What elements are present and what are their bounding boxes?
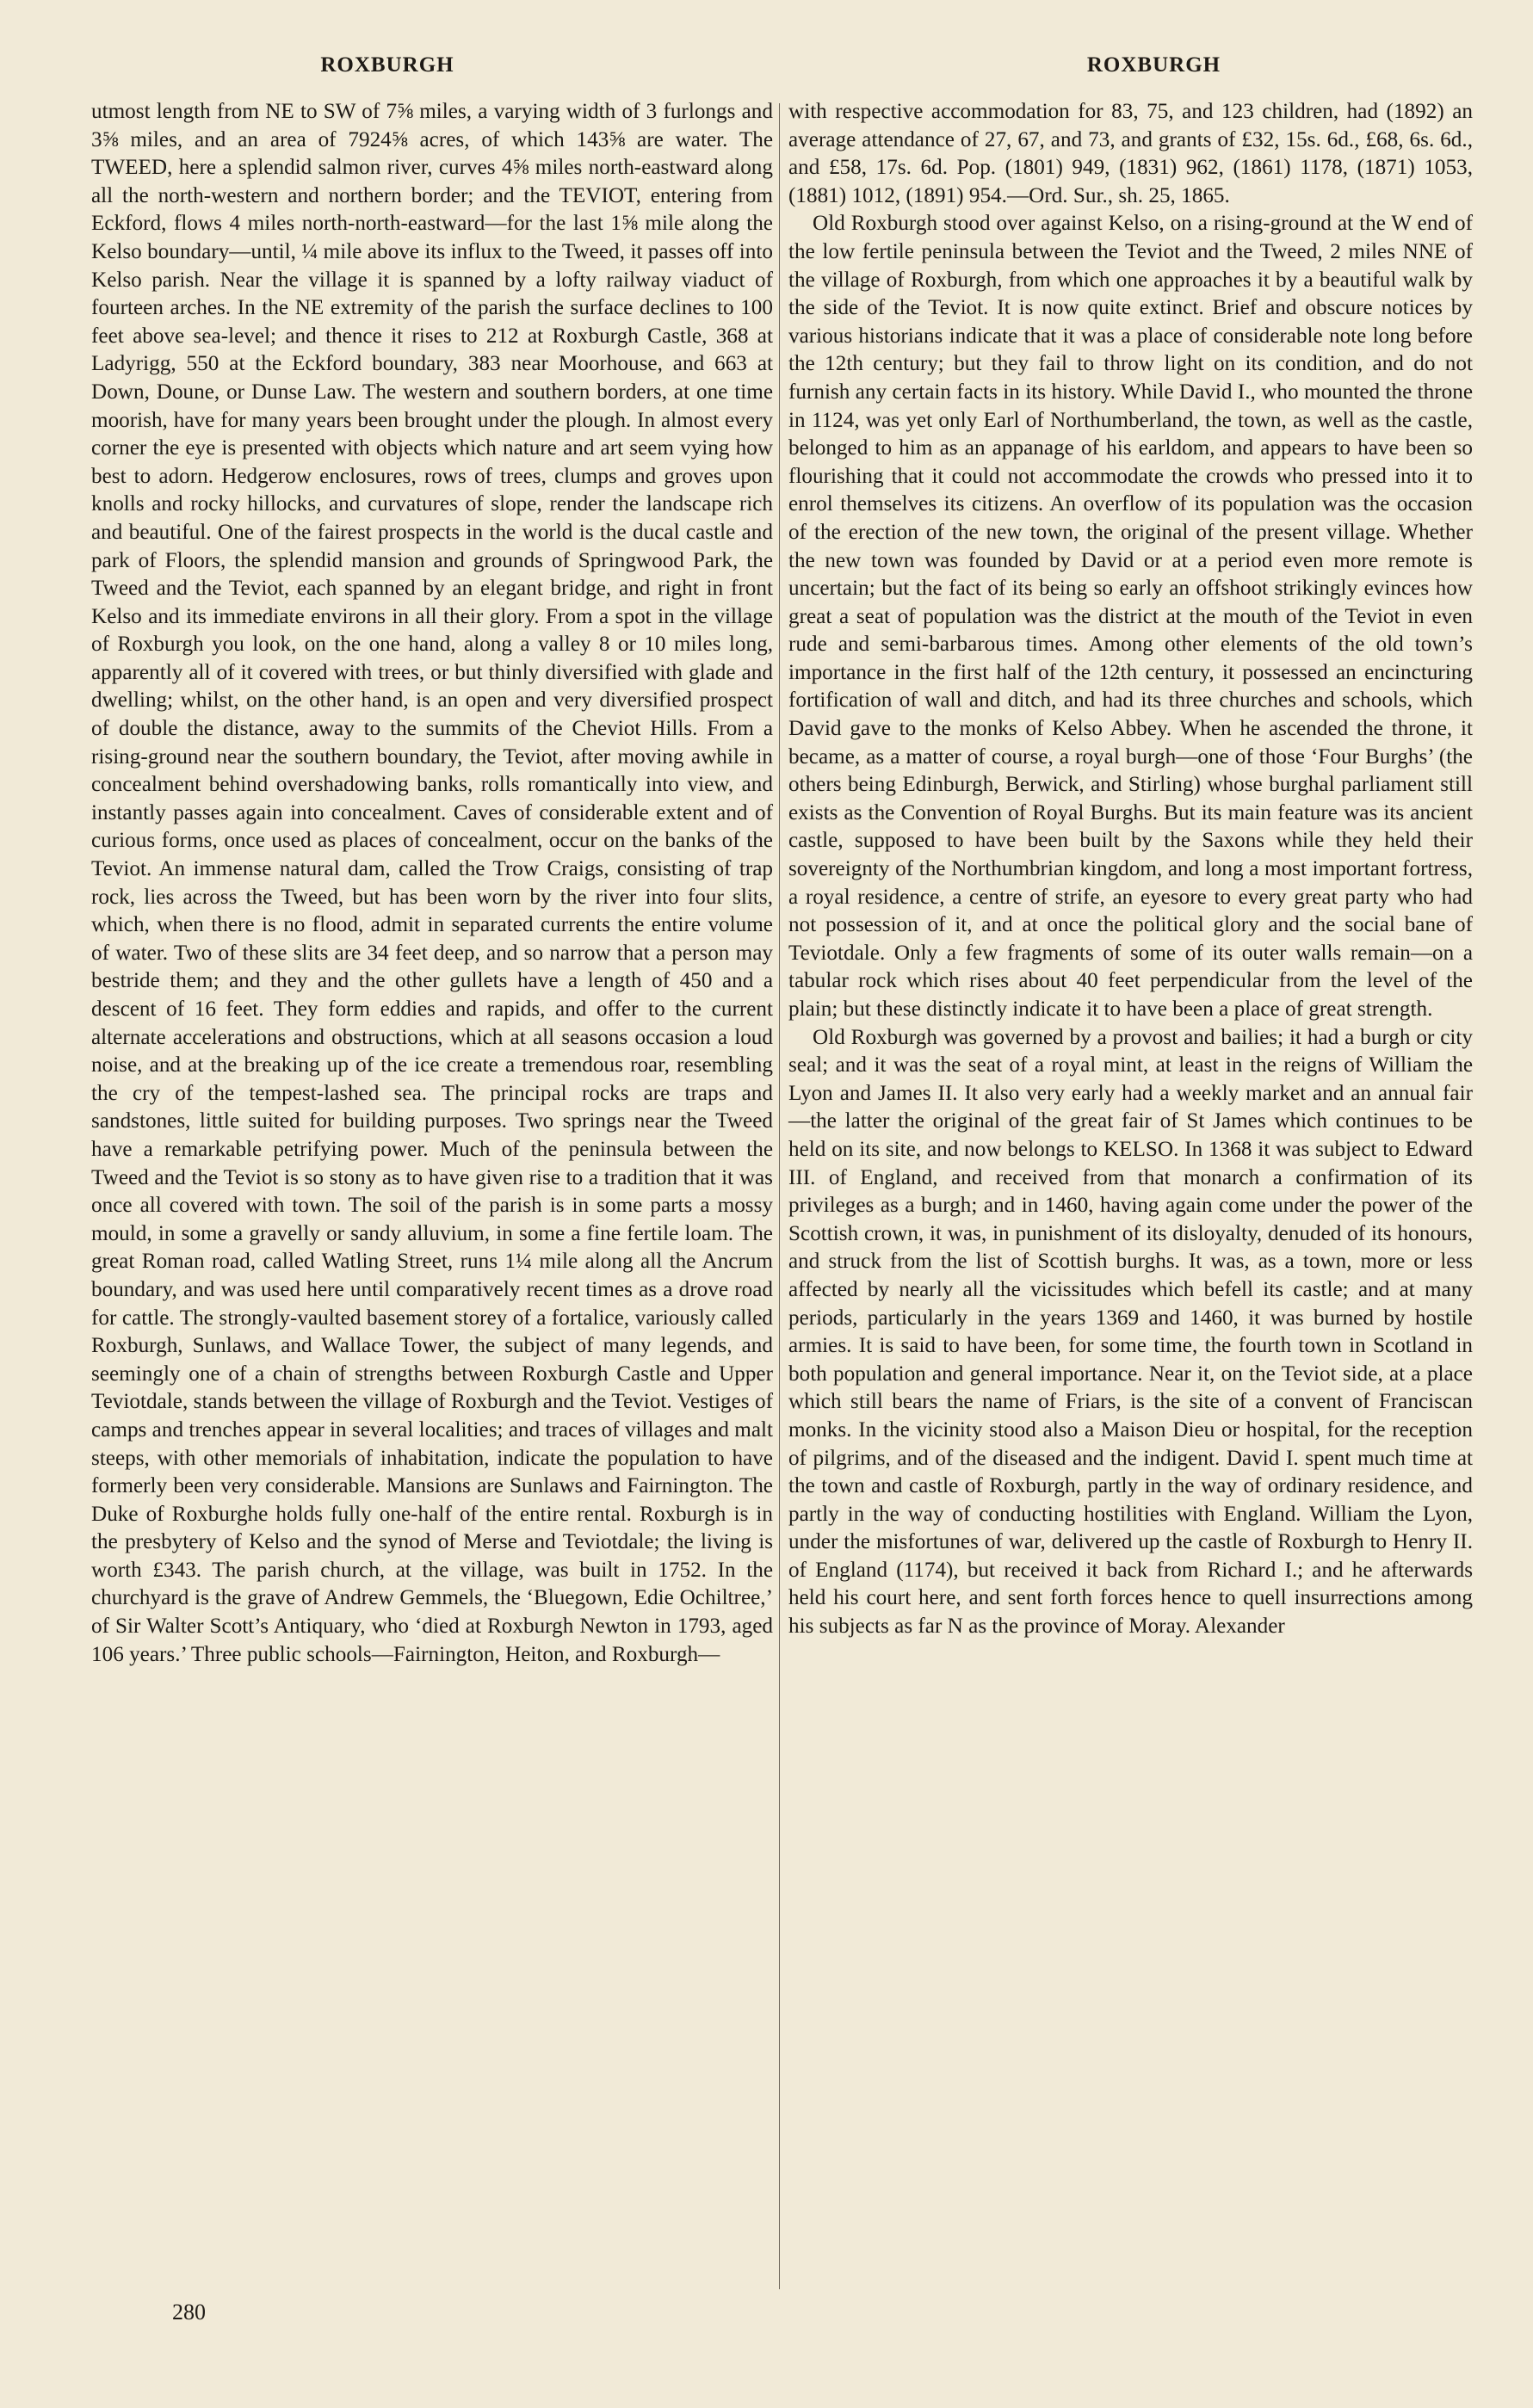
paragraph: Old Roxburgh was governed by a provost and bailies; it had a burgh or city seal; and it was the seat of a royal mint, at least in the reigns of William the Lyon and James II. It also very early had a weekly market and an annual fair—the latter the original of the great fair of St James which continues to be held on its site, and now belongs to KELSO. In 1368 it was subject to Edward III. of England, and received from that monarch a confirmation of its privileges as a burgh; and in 1460, having again come under the power of the Scottish crown, it was, in punishment of its disloyalty, denuded of its honours, and struck from the list of Scottish burghs. It was, as a town, more or less affected by nearly all the vicissitudes which befell its castle; and at many periods, particularly in the years 1369 and 1460, it was burned by hostile armies. It is said to have been, for some time, the fourth town in Scotland in both population and general importance. Near it, on the Teviot side, at a place which still bears the name of Friars, is the site of a convent of Franciscan monks. In the vicinity stood also a Maison Dieu or hospital, for the reception of pilgrims, and of the diseased and the indigent. David I. spent much time at the town and castle of Roxburgh, partly in the way of ordinary residence, and partly in the way of conducting hostilities with England. William the Lyon, under the misfortunes of war, delivered up the castle of Roxburgh to Henry II. of England (1174), but received it back from Richard I.; and he afterwards held his court here, and sent forth forces hence to quell insurrections among his subjects as far N as the province of Moray. Alexander bbox=[788, 1025, 1473, 1639]
paragraph: Old Roxburgh stood over against Kelso, on a rising-ground at the W end of the low fertile peninsula between the Teviot and the Tweed, 2 miles NNE of the village of Roxburgh, from which one approaches it by a beautiful walk by the side of the Teviot. It is now quite extinct. Brief and obscure notices by various historians indicate that it was a place of considerable note long before the 12th century; but they fail to throw light on its condition, and do not furnish any certain facts in its history. While David I., who mounted the throne in 1124, was yet only Earl of Northumberland, the town, as well as the castle, belonged to him as an appanage of his earldom, and appears to have been so flourishing that it could not accommodate the crowds who pressed into it to enrol themselves its citizens. An overflow of its population was the occasion of the erection of the new town, the original of the present village. Whether the new town was founded by David or at a period even more remote is uncertain; but the fact of its being so early an offshoot strikingly evinces how great a seat of population was the district at the mouth of the Teviot in even rude and semi-barbarous times. Among other elements of the old town’s importance in the first half of the 12th century, it possessed an encincturing fortification of wall and ditch, and had its three churches and schools, which David gave to the monks of Kelso Abbey. When he ascended the throne, it became, as a matter of course, a royal burgh—one of those ‘Four Burghs’ (the others being Edinburgh, Berwick, and Stirling) whose burghal parliament still exists as the Convention of Royal Burghs. But its main feature was its ancient castle, supposed to have been built by the Saxons while they held their sovereignty of the Northumbrian kingdom, and long a most important fortress, a royal residence, a centre of strife, an eyesore to every great party who had not possession of it, and at once the political glory and the social bane of Teviotdale. Only a few fragments of some of its outer walls remain—on a tabular rock which rises about 40 feet perpendicular from the level of the plain; but these distinctly indicate it to have been a place of great strength. bbox=[788, 212, 1473, 1021]
paragraph: with respective accommodation for 83, 75, and 123 children, had (1892) an average attendance of 27, 67, and 73, and grants of £32, 15s. 6d., £68, 6s. 6d., and £58, 17s. 6d. Pop. (1801) 949, (1831) 962, (1861) 1178, (1871) 1053, (1881) 1012, (1891) 954.—Ord. Sur., sh. 25, 1865. bbox=[788, 100, 1473, 207]
running-header-left: ROXBURGH bbox=[320, 53, 454, 77]
running-header-right: ROXBURGH bbox=[1086, 53, 1221, 77]
page-number: 280 bbox=[172, 2300, 206, 2325]
column-divider bbox=[779, 103, 780, 2289]
paragraph: utmost length from NE to SW of 7⅝ miles, a varying width of 3 furlongs and 3⅝ miles, and an area of 7924⅝ acres, of which 143⅝ are water. The TWEED, here a splendid salmon river, curves 4⅝ miles north-eastward along all the north-western and northern border; and the TEVIOT, entering from Eckford, flows 4 miles north-north-eastward—for the last 1⅝ mile along the Kelso boundary—until, ¼ mile above its influx to the Tweed, it passes off into Kelso parish. Near the village it is spanned by a lofty railway viaduct of fourteen arches. In the NE extremity of the parish the surface declines to 100 feet above sea-level; and thence it rises to 212 at Roxburgh Castle, 368 at Ladyrigg, 550 at the Eckford boundary, 383 near Moorhouse, and 663 at Down, Doune, or Dunse Law. The western and southern borders, at one time moorish, have for many years been brought under the plough. In almost every corner the eye is presented with objects which nature and art seem vying how best to adorn. Hedgerow enclosures, rows of trees, clumps and groves upon knolls and rocky hillocks, and curvatures of slope, render the landscape rich and beautiful. One of the fairest prospects in the world is the ducal castle and park of Floors, the splendid mansion and grounds of Springwood Park, the Tweed and the Teviot, each spanned by an elegant bridge, and right in front Kelso and its immediate environs in all their glory. From a spot in the village of Roxburgh you look, on the one hand, along a valley 8 or 10 miles long, apparently all of it covered with trees, or but thinly diversified with glade and dwelling; whilst, on the other hand, is an open and very diversified prospect of double the distance, away to the summits of the Cheviot Hills. From a rising-ground near the southern boundary, the Teviot, after moving awhile in concealment behind overshadowing banks, rolls romantically into view, and instantly passes again into concealment. Caves of considerable extent and of curious forms, once used as places of concealment, occur on the banks of the Teviot. An immense natural dam, called the Trow Craigs, consisting of trap rock, lies across the Tweed, but has been worn by the river into four slits, which, when there is no flood, admit in separated currents the entire volume of water. Two of these slits are 34 feet deep, and so narrow that a person may bestride them; and they and the other gullets have a length of 450 and a descent of 16 feet. They form eddies and rapids, and offer to the current alternate accelerations and obstructions, which at all seasons occasion a loud noise, and at the breaking up of the ice create a tremendous roar, resembling the cry of the tempest-lashed sea. The principal rocks are traps and sandstones, little suited for building purposes. Two springs near the Tweed have a remarkable petrifying power. Much of the peninsula between the Tweed and the Teviot is so stony as to have given rise to a tradition that it was once all covered with town. The soil of the parish is in some parts a mossy mould, in some a gravelly or sandy alluvium, in some a fine fertile loam. The great Roman road, called Watling Street, runs 1¼ mile along all the Ancrum boundary, and was used here until comparatively recent times as a drove road for cattle. The strongly-vaulted basement storey of a fortalice, variously called Roxburgh, Sunlaws, and Wallace Tower, the subject of many legends, and seemingly one of a chain of strengths between Roxburgh Castle and Upper Teviotdale, stands between the village of Roxburgh and the Teviot. Vestiges of camps and trenches appear in several localities; and traces of villages and malt steeps, with other memorials of inhabitation, indicate the population to have formerly been very considerable. Mansions are Sunlaws and Fairnington. The Duke of Roxburghe holds fully one-half of the entire rental. Roxburgh is in the presbytery of Kelso and the synod of Merse and Teviotdale; the living is worth £343. The parish church, at the village, was built in 1752. In the churchyard is the grave of Andrew Gemmels, the ‘Bluegown, Edie Ochiltree,’ of Sir Walter Scott’s Antiquary, who ‘died at Roxburgh Newton in 1793, aged 106 years.’ Three public schools—Fairnington, Heiton, and Roxburgh— bbox=[91, 100, 773, 1666]
left-column bbox=[91, 98, 773, 1669]
right-column bbox=[788, 98, 1473, 1641]
